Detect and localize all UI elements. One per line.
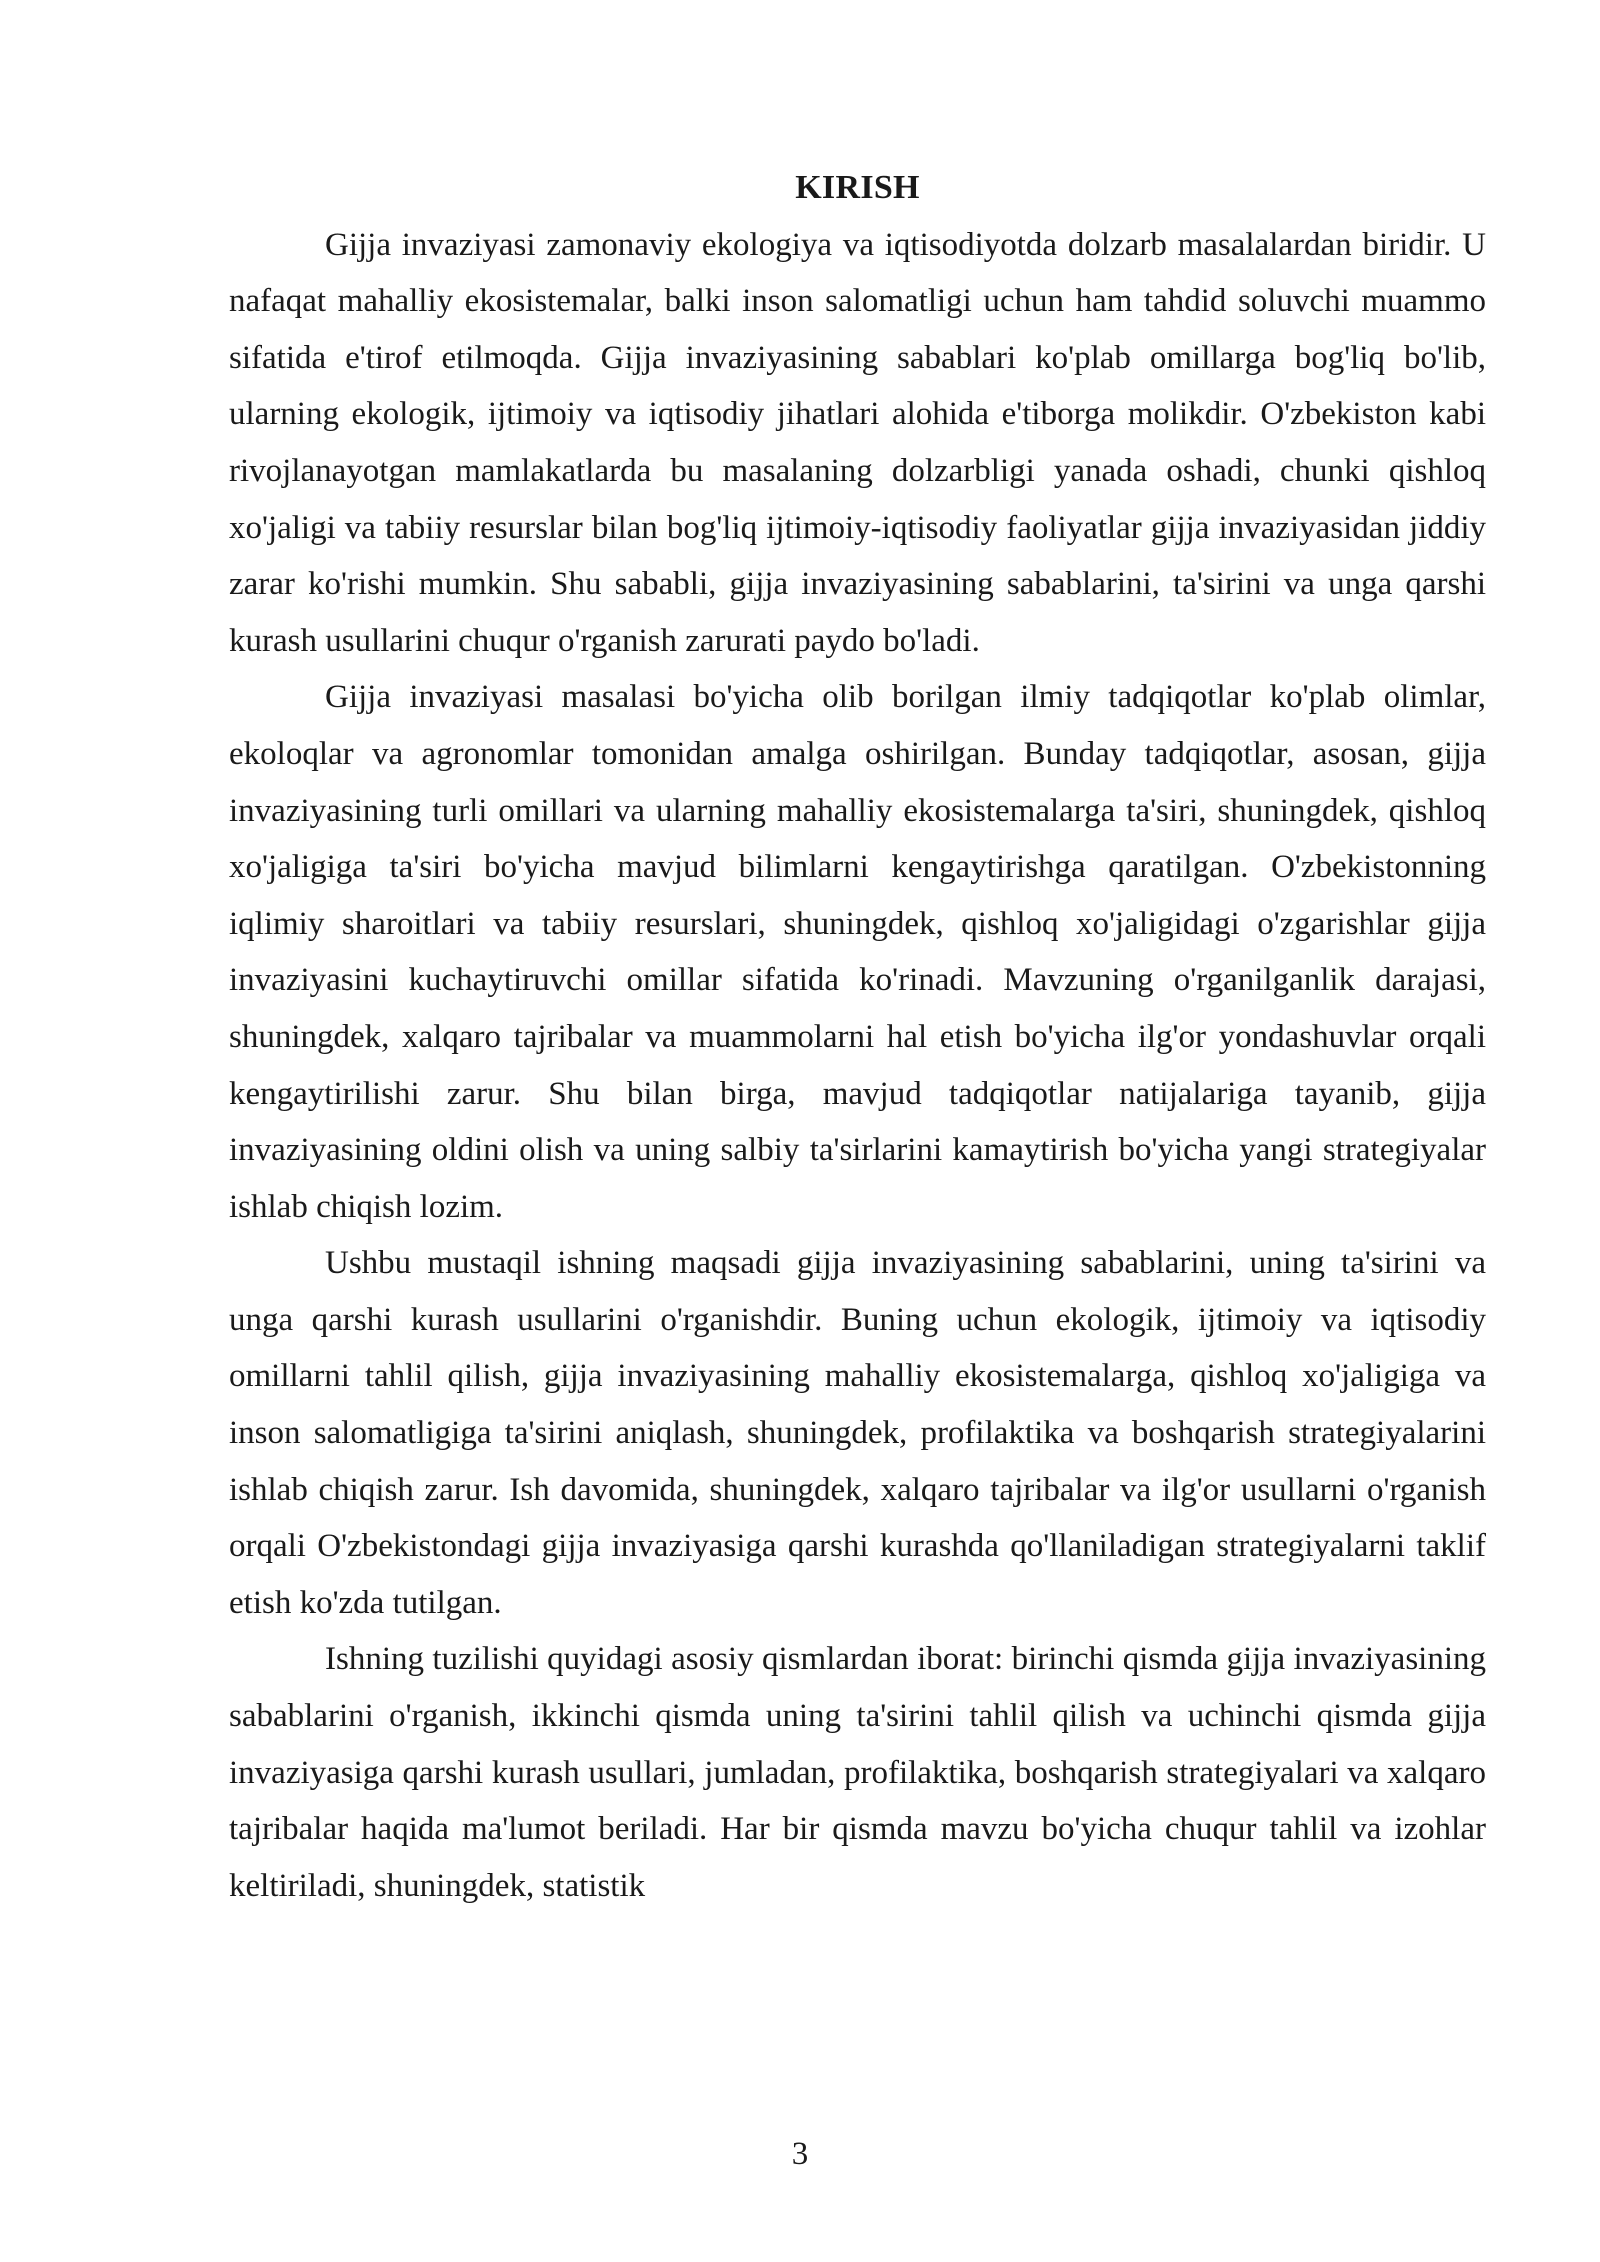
page-number: 3 <box>791 2136 809 2172</box>
paragraph-intro: Gijja invaziyasi zamonaviy ekologiya va iqtisodiyotda dolzarb masalalardan biridir. U nafaqat mahalliy ekosistemalar, balki inson salomatligi uchun ham tahdid soluvchi muammo sifatida e'tirof etilmoqda. Gijja invaziyasining sabablari ko'plab omillarga bog'liq bo'lib, ularning ekologik, ijtimoiy va iqtisodiy jihatlari alohida e'tiborga molikdir. O'zbekiston kabi rivojlanayotgan mamlakatlarda bu masalaning dolzarbligi yanada oshadi, chunki qishloq xo'jaligi va tabiiy resurslar bilan bog'liq ijtimoiy-iqtisodiy faoliyatlar gijja invaziyasidan jiddiy zarar ko'rishi mumkin. Shu sababli, gijja invaziyasining sabablarini, ta'sirini va unga qarshi kurash usullarini chuqur o'rganish zarurati paydo bo'ladi. <box>229 226 1486 659</box>
section-heading: KIRISH <box>795 169 920 206</box>
paragraph-research-review: Gijja invaziyasi masalasi bo'yicha olib borilgan ilmiy tadqiqotlar ko'plab olimlar, ekoloqlar va agronomlar tomonidan amalga oshirilgan. Bunday tadqiqotlar, asosan, gijja invaziyasining turli omillari va ularning mahalliy ekosistemalarga ta'siri, shuningdek, qishloq xo'jaligiga ta'siri bo'yicha mavjud bilimlarni kengaytirishga qaratilgan. O'zbekistonning iqlimiy sharoitlari va tabiiy resurslari, shuningdek, qishloq xo'jaligidagi o'zgarishlar gijja invaziyasini kuchaytiruvchi omillar sifatida ko'rinadi. Mavzuning o'rganilganlik darajasi, shuningdek, xalqaro tajribalar va muammolarni hal etish bo'yicha ilg'or yondashuvlar orqali kengaytirilishi zarur. Shu bilan birga, mavjud tadqiqotlar natijalariga tayanib, gijja invaziyasining oldini olish va uning salbiy ta'sirlarini kamaytirish bo'yicha yangi strategiyalar ishlab chiqish lozim. <box>229 679 1486 1225</box>
page-content <box>229 160 1486 1914</box>
paragraph-structure: Ishning tuzilishi quyidagi asosiy qismlardan iborat: birinchi qismda gijja invaziyasining sabablarini o'rganish, ikkinchi qismda uning ta'sirini tahlil qilish va uchinchi qismda gijja invaziyasiga qarshi kurash usullari, jumladan, profilaktika, boshqarish strategiyalari va xalqaro tajribalar haqida ma'lumot beriladi. Har bir qismda mavzu bo'yicha chuqur tahlil va izohlar keltiriladi, shuningdek, statistik <box>229 1641 1486 1904</box>
paragraph-objective: Ushbu mustaqil ishning maqsadi gijja invaziyasining sabablarini, uning ta'sirini va unga qarshi kurash usullarini o'rganishdir. Buning uchun ekologik, ijtimoiy va iqtisodiy omillarni tahlil qilish, gijja invaziyasining mahalliy ekosistemalarga, qishloq xo'jaligiga va inson salomatligiga ta'sirini aniqlash, shuningdek, profilaktika va boshqarish strategiyalarini ishlab chiqish zarur. Ish davomida, shuningdek, xalqaro tajribalar va ilg'or usullarni o'rganish orqali O'zbekistondagi gijja invaziyasiga qarshi kurashda qo'llaniladigan strategiyalarni taklif etish ko'zda tutilgan. <box>229 1245 1486 1621</box>
